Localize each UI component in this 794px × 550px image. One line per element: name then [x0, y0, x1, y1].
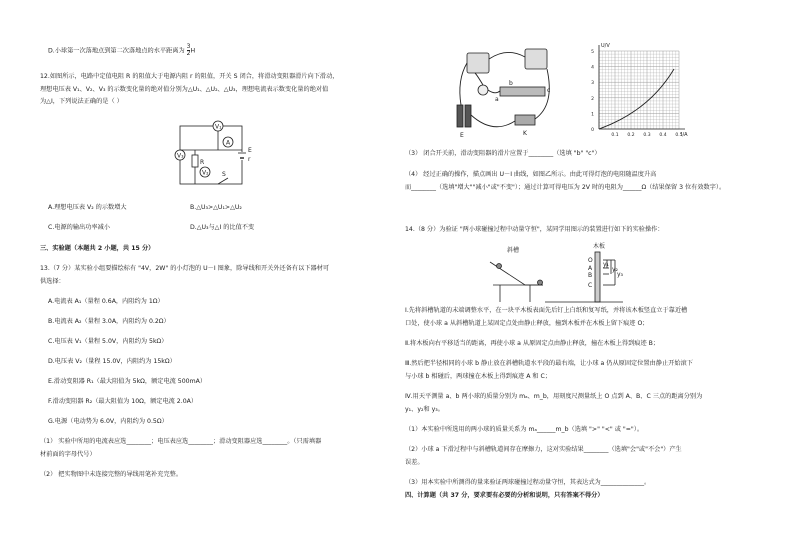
- fraction-denominator: 2: [186, 50, 191, 57]
- q13-sub1-line2: 材前面的字母代号）: [40, 451, 96, 458]
- board-label: 木板: [593, 243, 606, 250]
- y1-label: y₁: [603, 261, 609, 268]
- x-tick-label: 0.2: [627, 133, 635, 138]
- circuit-photo: [455, 45, 570, 140]
- y-tick-label: 1: [591, 112, 594, 118]
- equipment-item-g: G.电源（电动势为 6.0V，内阻约为 0.5Ω）: [48, 418, 168, 425]
- point-c-label: C: [588, 282, 593, 289]
- photo-label-e: E: [460, 132, 464, 139]
- q14-line1: 14.（8 分）为验证 "两小球碰撞过程中动量守恒"，某同学用图示的装置进行如下的实验操作：: [405, 226, 664, 233]
- point-b-label: B: [588, 272, 593, 279]
- q12-line2: 理想电压表 V₁、V₂、V₃ 的示数变化量的绝对值分别为△U₁、△U₂、△U₃，理想电流表示数变化量的绝对值: [40, 86, 329, 93]
- q14-step1-line2: 口处，使小球 a 从斜槽轨道上某固定点处由静止释放，撞到木板并在木板上留下痕迹 O；: [405, 320, 649, 327]
- equipment-item-b: B.电流表 A₂（量程 3.0A，内阻约为 0.2Ω）: [48, 318, 170, 325]
- switch-label: S: [222, 171, 226, 178]
- q13-sub2: （2） 把实物图中未连接完整的导线用笔补充完整。: [40, 471, 183, 478]
- section-4-title: 四、计算题（共 37 分，要求要有必要的分析和说明，只有答案不得分）: [405, 492, 604, 499]
- equipment-item-a: A.电流表 A₁（量程 0.6A，内阻约为 1Ω）: [48, 298, 164, 305]
- ball-a: [497, 264, 502, 269]
- photo-label-c: c: [547, 87, 551, 94]
- voltmeter-photo: [467, 53, 489, 73]
- ball-b: [538, 280, 543, 285]
- point-a-label: A: [588, 265, 593, 272]
- option-d-suffix: H: [190, 47, 196, 55]
- q14-step2: Ⅱ.将木板向右平移适当的距离，再使小球 a 从原固定点由静止释放，撞在木板上得到痕迹 B；: [405, 340, 660, 347]
- x-tick-label: 0.3: [643, 133, 651, 138]
- q13-sub4-line1: （4） 经过正确的操作，描点画出 U－I 曲线，如图乙所示。由此可得灯泡的电阻随温度升高: [405, 171, 657, 178]
- q13-line2: 供选择：: [40, 278, 65, 285]
- v2-label: V₂: [202, 169, 209, 177]
- q12-option-a: A.理想电压表 V₂ 的示数增大: [48, 204, 127, 211]
- photo-label-a: a: [495, 96, 499, 103]
- v3-label: V₃: [177, 152, 184, 160]
- y-tick-label: 5: [591, 50, 594, 55]
- q14-step3-line1: Ⅲ.然后把半径相同的小球 b 静止放在斜槽轨道水平段的最右端，让小球 a 仍从原固定位置由静止开始滚下: [405, 360, 693, 367]
- q12-option-c: C.电源的输出功率减小: [48, 224, 110, 231]
- photo-label-k: K: [523, 130, 527, 137]
- photo-label-b: b: [509, 80, 513, 87]
- y2-label: y₂: [612, 266, 618, 273]
- ammeter-label: A: [226, 139, 231, 147]
- u-i-graph: [585, 45, 690, 140]
- q12-option-b: B.△U₃>△U₁>△U₂: [190, 204, 242, 211]
- emf-label: E: [248, 147, 252, 154]
- equipment-item-d: D.电压表 V₂（量程 15.0V，内阻约为 15kΩ）: [48, 358, 176, 365]
- board: [595, 252, 600, 302]
- option-d-prev: [48, 44, 195, 57]
- circuit-diagram: [160, 120, 260, 190]
- resistor-label: R: [200, 159, 205, 166]
- q13-line1: 13.（7 分）某实验小组要描绘标有 "4V，2W" 的小灯泡的 U－I 图象，除导线和开关外还备有以下器材可: [40, 265, 330, 272]
- x-tick-label: 0.1: [611, 133, 619, 138]
- q14-sub2-line1: （2）小球 a 下滑过程中与斜槽轨道间存在摩擦力，这对实验结果________（选填"会"或"不会"）产生: [405, 446, 682, 453]
- q13-sub1-line1: （1） 实验中所用的电流表应选________；电压表应选________；滑动变阻器应选________。（只需填器: [40, 438, 322, 445]
- q13-sub4-line2: 而________（选填"增大""减小"或"不变"）；通过计算可得电压为 2V 时的电阻为______Ω（结果保留 3 位有效数字）。: [405, 184, 726, 191]
- q14-step1-line1: Ⅰ.先将斜槽轨道的末端调整水平，在一块平木板表面先后钉上白纸和复写纸，并将该木板竖直立于靠近槽: [405, 307, 688, 314]
- fraction-numerator: 3: [186, 43, 191, 50]
- q13-sub3: （3） 闭合开关前，滑动变阻器的滑片应置于________（选填 "b" "c"）: [405, 150, 601, 157]
- q14-sub2-line2: 误差。: [405, 459, 424, 466]
- rheostat-photo: [500, 87, 545, 96]
- q14-step4-line2: y₁、y₂和 y₃。: [405, 406, 444, 413]
- bulb-photo: [478, 85, 488, 95]
- equipment-item-c: C.电压表 V₁（量程 5.0V，内阻约为 5kΩ）: [48, 338, 168, 345]
- q14-sub1: （1）本实验中所选用的两小球的质量关系为 mₐ______m_b（选填 ">" "<" 或 "="）。: [405, 426, 644, 433]
- internal-r-label: r: [248, 156, 251, 163]
- q12-line1: 12.如图所示，电路中定值电阻 R 的阻值大于电源内阻 r 的阻值，开关 S 闭合，将滑动变阻器滑片向下滑动，: [40, 73, 339, 80]
- section-3-title: 三、实验题（本题共 2 小题，共 15 分）: [40, 245, 155, 252]
- v1-label: V₁: [215, 123, 222, 131]
- y-tick-label: 2: [591, 96, 594, 102]
- y-tick-label: 4: [591, 65, 594, 71]
- apparatus-diagram: [485, 240, 625, 305]
- y-axis-label: U/V: [601, 43, 610, 49]
- equipment-item-f: F.滑动变阻器 R₂（最大阻值为 10Ω，额定电流 2.0A）: [48, 398, 198, 405]
- switch-photo: [515, 115, 535, 125]
- q14-step3-line2: 与小球 b 相碰后，两球撞在木板上得到痕迹 A 和 C；: [405, 373, 552, 380]
- point-o-label: O: [588, 257, 593, 264]
- ammeter-photo: [525, 49, 547, 69]
- equipment-item-e: E.滑动变阻器 R₁（最大阻值为 5kΩ，额定电流 500mA）: [48, 378, 207, 385]
- y-tick-label: 3: [591, 81, 594, 87]
- slope-label: 斜槽: [507, 247, 520, 254]
- q14-sub3: （3）用本实验中所测得的量来验证两球碰撞过程动量守恒，其表达式为______________。: [405, 479, 651, 486]
- x-axis-label: I/A: [681, 132, 688, 138]
- q12-line3: 为△I，下列说法正确的是（ ）: [40, 98, 123, 105]
- y-tick-label: 0: [591, 128, 594, 133]
- q14-step4-line1: Ⅳ.用天平测量 a、b 两小球的质量分别为 mₐ、m_b，用刻度尺测量纸上 O 点到 A、B、C 三点的距离分别为: [405, 393, 703, 400]
- option-d-text: D.小球第一次落地点到第二次落地点的水平距离为: [48, 47, 185, 55]
- y3-label: y₃: [617, 271, 623, 278]
- x-tick-label: 0.4: [659, 133, 667, 138]
- q12-option-d: D.△U₃与△I 的比值不变: [190, 224, 255, 231]
- x-tick-label: 0.5: [675, 133, 683, 138]
